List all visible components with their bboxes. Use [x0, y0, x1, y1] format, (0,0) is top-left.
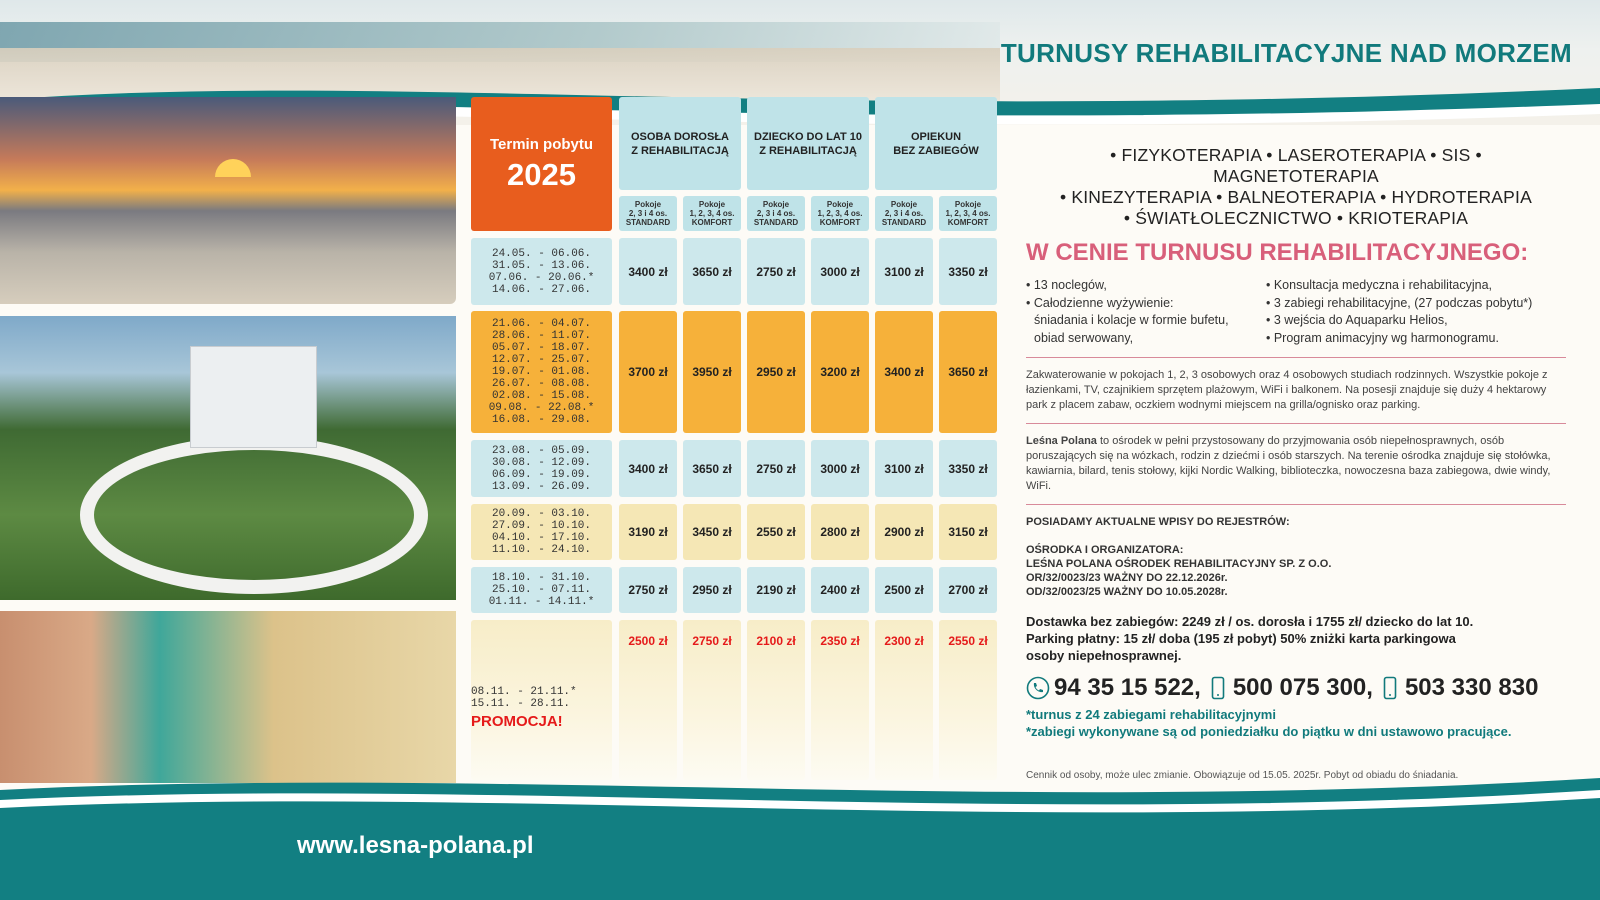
date-range: 08.11. - 21.11.*: [471, 686, 577, 698]
accommodation-text: Zakwaterowanie w pokojach 1, 2, 3 osobowych oraz 4 osobowych studiach rodzinnych. Wszystkie pokoje z łazienkami, TV, czajnikiem sprzętem plażowym, WiFi i balkonem. Na posesji znajduje się duży 4 hektarowy park z placem zabaw, oczkiem wodnymi miejscem na grilla/ognisko oraz parking.: [1026, 369, 1548, 411]
include-item: obiad serwowany,: [1034, 330, 1134, 345]
building-shape: [190, 346, 317, 448]
price-cell: 2750 zł: [683, 620, 741, 780]
therapies-list: [1026, 145, 1566, 229]
footnote: *zabiegi wykonywane są od poniedziałku do piątku w dni ustawowo pracujące.: [1026, 724, 1512, 739]
column-subheader: Pokoje 2, 3 i 4 os. STANDARD: [619, 196, 677, 231]
date-cell: [471, 620, 612, 780]
column-group-header: OSOBA DOROSŁA Z REHABILITACJĄ: [619, 97, 741, 190]
registry-line: OD/32/0023/25 WAŻNY DO 10.05.2028r.: [1026, 586, 1228, 598]
date-range: 28.06. - 11.07.: [491, 330, 592, 342]
dunes-photo: [0, 611, 456, 783]
price-cell: 2100 zł: [747, 620, 805, 780]
date-range: 21.06. - 04.07.: [491, 318, 592, 330]
price-cell: 2750 zł: [747, 440, 805, 497]
include-item: • Konsultacja medyczna i rehabilitacyjna,: [1266, 278, 1493, 292]
price-cell: 3100 zł: [875, 238, 933, 305]
resort-aerial-photo: [0, 316, 456, 600]
about-rest: to ośrodek w pełni przystosowany do przyjmowania osób niepełnosprawnych, osób poruszających się na wózkach, rodzin z dziećmi i osób starszych. Na terenie ośrodka znajduje się stołówka, kawiarnia, bilard, tenis stołowy, kijki Nordic Walking, biblioteczka, nowoczesna baza zabiegowa, dwie windy, WiFi.: [1026, 435, 1551, 492]
extra-line: Parking płatny: 15 zł/ doba (195 zł pobyt) 50% zniżki karta parkingowa: [1026, 631, 1456, 646]
date-range: 06.09. - 19.09.: [491, 468, 592, 481]
include-item: • Program animacyjny wg harmonogramu.: [1266, 330, 1499, 345]
divider: [1026, 504, 1566, 505]
column-group-header: DZIECKO DO LAT 10 Z REHABILITACJĄ: [747, 97, 869, 190]
phone-number[interactable]: 500 075 300,: [1232, 674, 1373, 701]
price-cell: 3400 zł: [619, 238, 677, 305]
term-year: 2025: [507, 156, 576, 192]
date-range: 02.08. - 15.08.: [491, 390, 592, 402]
footer-wave: [0, 770, 1600, 900]
about-text: [1026, 434, 1566, 494]
price-cell: 3650 zł: [683, 440, 741, 497]
price-cell: 3190 zł: [619, 504, 677, 560]
date-range: 30.08. - 12.09.: [491, 456, 592, 469]
website-link[interactable]: www.lesna-polana.pl: [297, 832, 534, 859]
pergola-shape: [80, 436, 428, 594]
column-subheader: Pokoje 1, 2, 3, 4 os. KOMFORT: [683, 196, 741, 231]
date-range: 05.07. - 18.07.: [491, 342, 592, 354]
price-cell: 3350 zł: [939, 440, 997, 497]
term-label: Termin pobytu: [489, 135, 594, 153]
include-item: śniadania i kolacje w formie bufetu,: [1034, 313, 1229, 327]
phone-numbers: [1026, 674, 1566, 702]
date-range: 26.07. - 08.08.: [491, 378, 592, 390]
price-cell: 3000 zł: [811, 440, 869, 497]
date-range: 13.09. - 26.09.: [491, 480, 592, 493]
price-includes-title: W CENIE TURNUSU REHABILITACYJNEGO:: [1026, 239, 1529, 266]
footnote: *turnus z 24 zabiegami rehabilitacyjnymi: [1026, 707, 1276, 722]
date-range: 07.06. - 20.06.*: [488, 271, 595, 284]
extra-line: Dostawka bez zabiegów: 2249 zł / os. dorosła i 1755 zł/ dziecko do lat 10.: [1026, 614, 1474, 629]
price-cell: 2400 zł: [811, 567, 869, 613]
date-range: 19.07. - 01.08.: [491, 366, 592, 378]
registry-line: OŚRODKA I ORGANIZATORA:: [1026, 544, 1184, 556]
price-cell: 2350 zł: [811, 620, 869, 780]
date-range: 15.11. - 28.11.: [471, 698, 571, 710]
price-cell: 2950 zł: [747, 311, 805, 433]
divider: [1026, 357, 1566, 358]
include-item: • 13 noclegów,: [1026, 278, 1107, 292]
therapies-line: • FIZYKOTERAPIA • LASEROTERAPIA • SIS • MAGNETOTERAPIA: [1110, 145, 1482, 186]
date-range: 04.10. - 17.10.: [491, 532, 592, 544]
date-cell: [471, 567, 612, 613]
price-cell: 3650 zł: [939, 311, 997, 433]
date-range: 16.08. - 29.08.: [491, 414, 592, 426]
date-range: 01.11. - 14.11.*: [488, 596, 595, 608]
price-cell: 2900 zł: [875, 504, 933, 560]
column-subheader: Pokoje 1, 2, 3, 4 os. KOMFORT: [811, 196, 869, 231]
include-item: • 3 zabiegi rehabilitacyjne, (27 podczas pobytu*): [1266, 295, 1533, 310]
phone-icon: [1026, 676, 1050, 700]
date-range: 20.09. - 03.10.: [491, 508, 592, 520]
page-title: TURNUSY REHABILITACYJNE NAD MORZEM: [1000, 38, 1572, 68]
therapies-line: • ŚWIATŁOLECZNICTWO • KRIOTERAPIA: [1123, 208, 1469, 228]
column-subheader: Pokoje 2, 3 i 4 os. STANDARD: [875, 196, 933, 231]
price-cell: 3000 zł: [811, 238, 869, 305]
price-cell: 2750 zł: [619, 567, 677, 613]
includes-list: [1026, 277, 1566, 347]
registry-line: OR/32/0023/23 WAŻNY DO 22.12.2026r.: [1026, 572, 1228, 584]
price-cell: 3200 zł: [811, 311, 869, 433]
sunset-beach-photo: [0, 97, 456, 304]
price-cell: 3400 zł: [619, 440, 677, 497]
date-cell: [471, 504, 612, 560]
column-subheader: Pokoje 2, 3 i 4 os. STANDARD: [747, 196, 805, 231]
column-subheader: Pokoje 1, 2, 3, 4 os. KOMFORT: [939, 196, 997, 231]
date-range: 09.08. - 22.08.*: [488, 402, 595, 414]
sun-shape: [215, 159, 251, 177]
about-bold: Leśna Polana: [1026, 435, 1097, 447]
price-cell: 2950 zł: [683, 567, 741, 613]
registry-line: POSIADAMY AKTUALNE WPISY DO REJESTRÓW:: [1026, 516, 1290, 528]
info-column: [1026, 145, 1566, 781]
date-cell: [471, 311, 612, 433]
phone-number[interactable]: 94 35 15 522,: [1054, 674, 1201, 701]
price-cell: 2500 zł: [619, 620, 677, 780]
price-cell: 2550 zł: [939, 620, 997, 780]
date-range: 25.10. - 07.11.: [491, 584, 592, 596]
price-cell: 2800 zł: [811, 504, 869, 560]
price-cell: 3700 zł: [619, 311, 677, 433]
date-cell: [471, 238, 612, 305]
price-cell: 3450 zł: [683, 504, 741, 560]
term-header: [471, 97, 612, 231]
date-range: 18.10. - 31.10.: [491, 572, 592, 584]
price-cell: 3150 zł: [939, 504, 997, 560]
registry-block: [1026, 515, 1566, 599]
date-range: 23.08. - 05.09.: [491, 444, 592, 457]
date-range: 31.05. - 13.06.: [491, 259, 592, 272]
column-group-header: OPIEKUN BEZ ZABIEGÓW: [875, 97, 997, 190]
price-cell: 2300 zł: [875, 620, 933, 780]
price-cell: 3350 zł: [939, 238, 997, 305]
price-cell: 3400 zł: [875, 311, 933, 433]
mobile-phone-icon: [1383, 676, 1397, 700]
date-range: 24.05. - 06.06.: [491, 247, 592, 260]
therapies-line: • KINEZYTERAPIA • BALNEOTERAPIA • HYDROTERAPIA: [1059, 187, 1532, 207]
divider: [1026, 423, 1566, 424]
price-cell: 2550 zł: [747, 504, 805, 560]
date-range: 11.10. - 24.10.: [491, 544, 592, 556]
date-range: 27.09. - 10.10.: [491, 520, 592, 532]
price-cell: 3100 zł: [875, 440, 933, 497]
include-item: • 3 wejścia do Aquaparku Helios,: [1266, 313, 1448, 327]
mobile-phone-icon: [1211, 676, 1225, 700]
price-cell: 2190 zł: [747, 567, 805, 613]
date-range: 12.07. - 25.07.: [491, 354, 592, 366]
price-cell: 2700 zł: [939, 567, 997, 613]
pricing-disclaimer: Cennik od osoby, może ulec zmianie. Obowiązuje od 15.05. 2025r. Pobyt od obiadu do śniadania.: [1026, 770, 1459, 781]
promo-label: PROMOCJA!: [471, 713, 563, 730]
extra-line: osoby niepełnosprawnej.: [1026, 648, 1182, 663]
date-range: 14.06. - 27.06.: [491, 283, 592, 296]
price-cell: 3650 zł: [683, 238, 741, 305]
price-cell: 2500 zł: [875, 567, 933, 613]
price-cell: 3950 zł: [683, 311, 741, 433]
extra-info: [1026, 613, 1566, 664]
registry-line: LEŚNA POLANA OŚRODEK REHABILITACYJNY SP. Z O.O.: [1026, 558, 1332, 570]
price-cell: 2750 zł: [747, 238, 805, 305]
date-cell: [471, 440, 612, 497]
phone-number[interactable]: 503 330 830: [1404, 674, 1539, 701]
include-item: • Całodzienne wyżywienie:: [1026, 295, 1174, 310]
